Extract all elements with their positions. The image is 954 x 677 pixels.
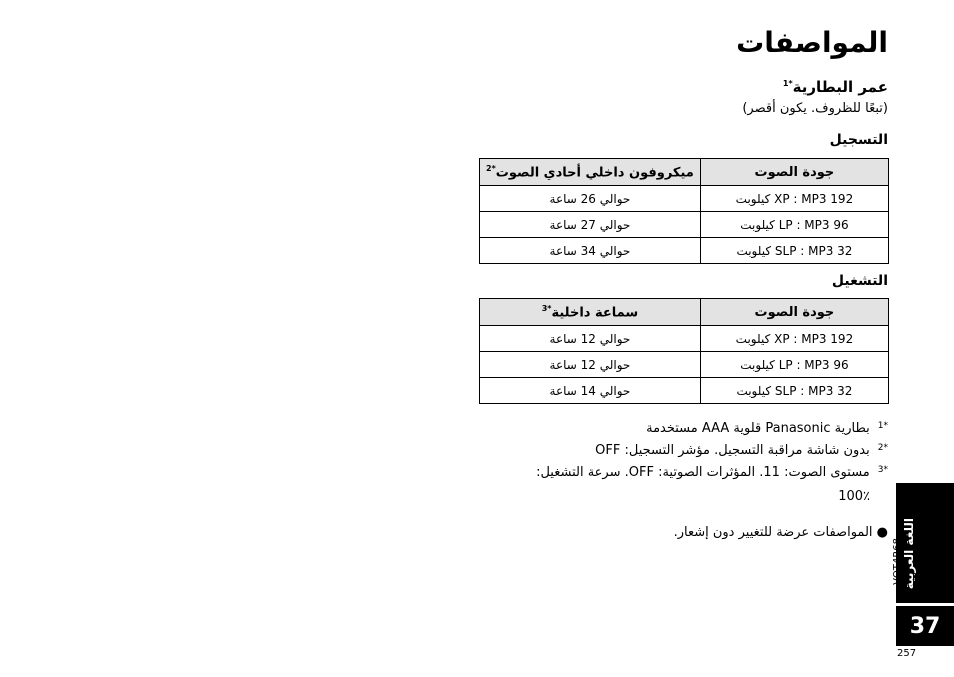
table-row — [480, 238, 889, 264]
footnote-3-continued: 100٪ — [838, 489, 870, 504]
battery-heading-text: عمر البطارية — [792, 78, 888, 96]
battery-note: (تبعًا للظروف. يكون أقصر) — [742, 101, 888, 116]
footnote-3 — [536, 465, 888, 480]
time-cell: حوالي 12 ساعة — [480, 326, 701, 352]
table-header-row — [480, 159, 889, 186]
model-code: VQT4R68 — [892, 538, 903, 585]
time-cell: حوالي 14 ساعة — [480, 378, 701, 404]
table-row — [480, 186, 889, 212]
recording-heading: التسجيل — [829, 132, 888, 148]
col-sound-quality: جودة الصوت — [700, 159, 888, 186]
table-row — [480, 212, 889, 238]
table-header-row — [480, 299, 889, 326]
footnote-1 — [646, 421, 888, 436]
quality-cell: SLP : MP3 32 كيلوبت — [700, 378, 888, 404]
footnote-mark: *1 — [782, 79, 793, 88]
footnote-number: *1 — [877, 421, 888, 431]
playback-table — [479, 298, 889, 404]
col-playback-time: سماعة داخلية$^{*3}$ — [480, 299, 701, 326]
table-row — [480, 352, 889, 378]
battery-life-heading — [783, 78, 888, 96]
recording-table — [479, 158, 889, 264]
footnote-number: *3 — [877, 465, 888, 475]
table-row — [480, 378, 889, 404]
sub-page-number: 257 — [897, 648, 917, 659]
quality-cell: SLP : MP3 32 كيلوبت — [700, 238, 888, 264]
time-cell: حوالي 34 ساعة — [480, 238, 701, 264]
footnote-text: مستوى الصوت: 11. المؤثرات الصوتية: OFF. سرعة التشغيل: — [536, 465, 870, 480]
playback-heading: التشغيل — [831, 273, 888, 289]
time-cell: حوالي 26 ساعة — [480, 186, 701, 212]
quality-cell: XP : MP3 192 كيلوبت — [700, 326, 888, 352]
specs-change-note: ● المواصفات عرضة للتغيير دون إشعار. — [673, 525, 888, 540]
language-tab-label: اللغة العربية — [902, 518, 916, 590]
page-title: المواصفات — [736, 26, 888, 59]
page-number: 37 — [896, 606, 954, 646]
footnote-2 — [595, 443, 888, 458]
quality-cell: XP : MP3 192 كيلوبت — [700, 186, 888, 212]
quality-cell: LP : MP3 96 كيلوبت — [700, 212, 888, 238]
col-sound-quality: جودة الصوت — [700, 299, 888, 326]
time-cell: حوالي 27 ساعة — [480, 212, 701, 238]
footnote-text: بدون شاشة مراقبة التسجيل. مؤشر التسجيل: OFF — [595, 443, 870, 458]
footnote-number: *2 — [877, 443, 888, 453]
footnote-text: بطارية Panasonic قلوية AAA مستخدمة — [646, 421, 870, 436]
time-cell: حوالي 12 ساعة — [480, 352, 701, 378]
quality-cell: LP : MP3 96 كيلوبت — [700, 352, 888, 378]
table-row — [480, 326, 889, 352]
col-recording-time: ميكروفون داخلي أحادي الصوت$^{*2}$ — [480, 159, 701, 186]
